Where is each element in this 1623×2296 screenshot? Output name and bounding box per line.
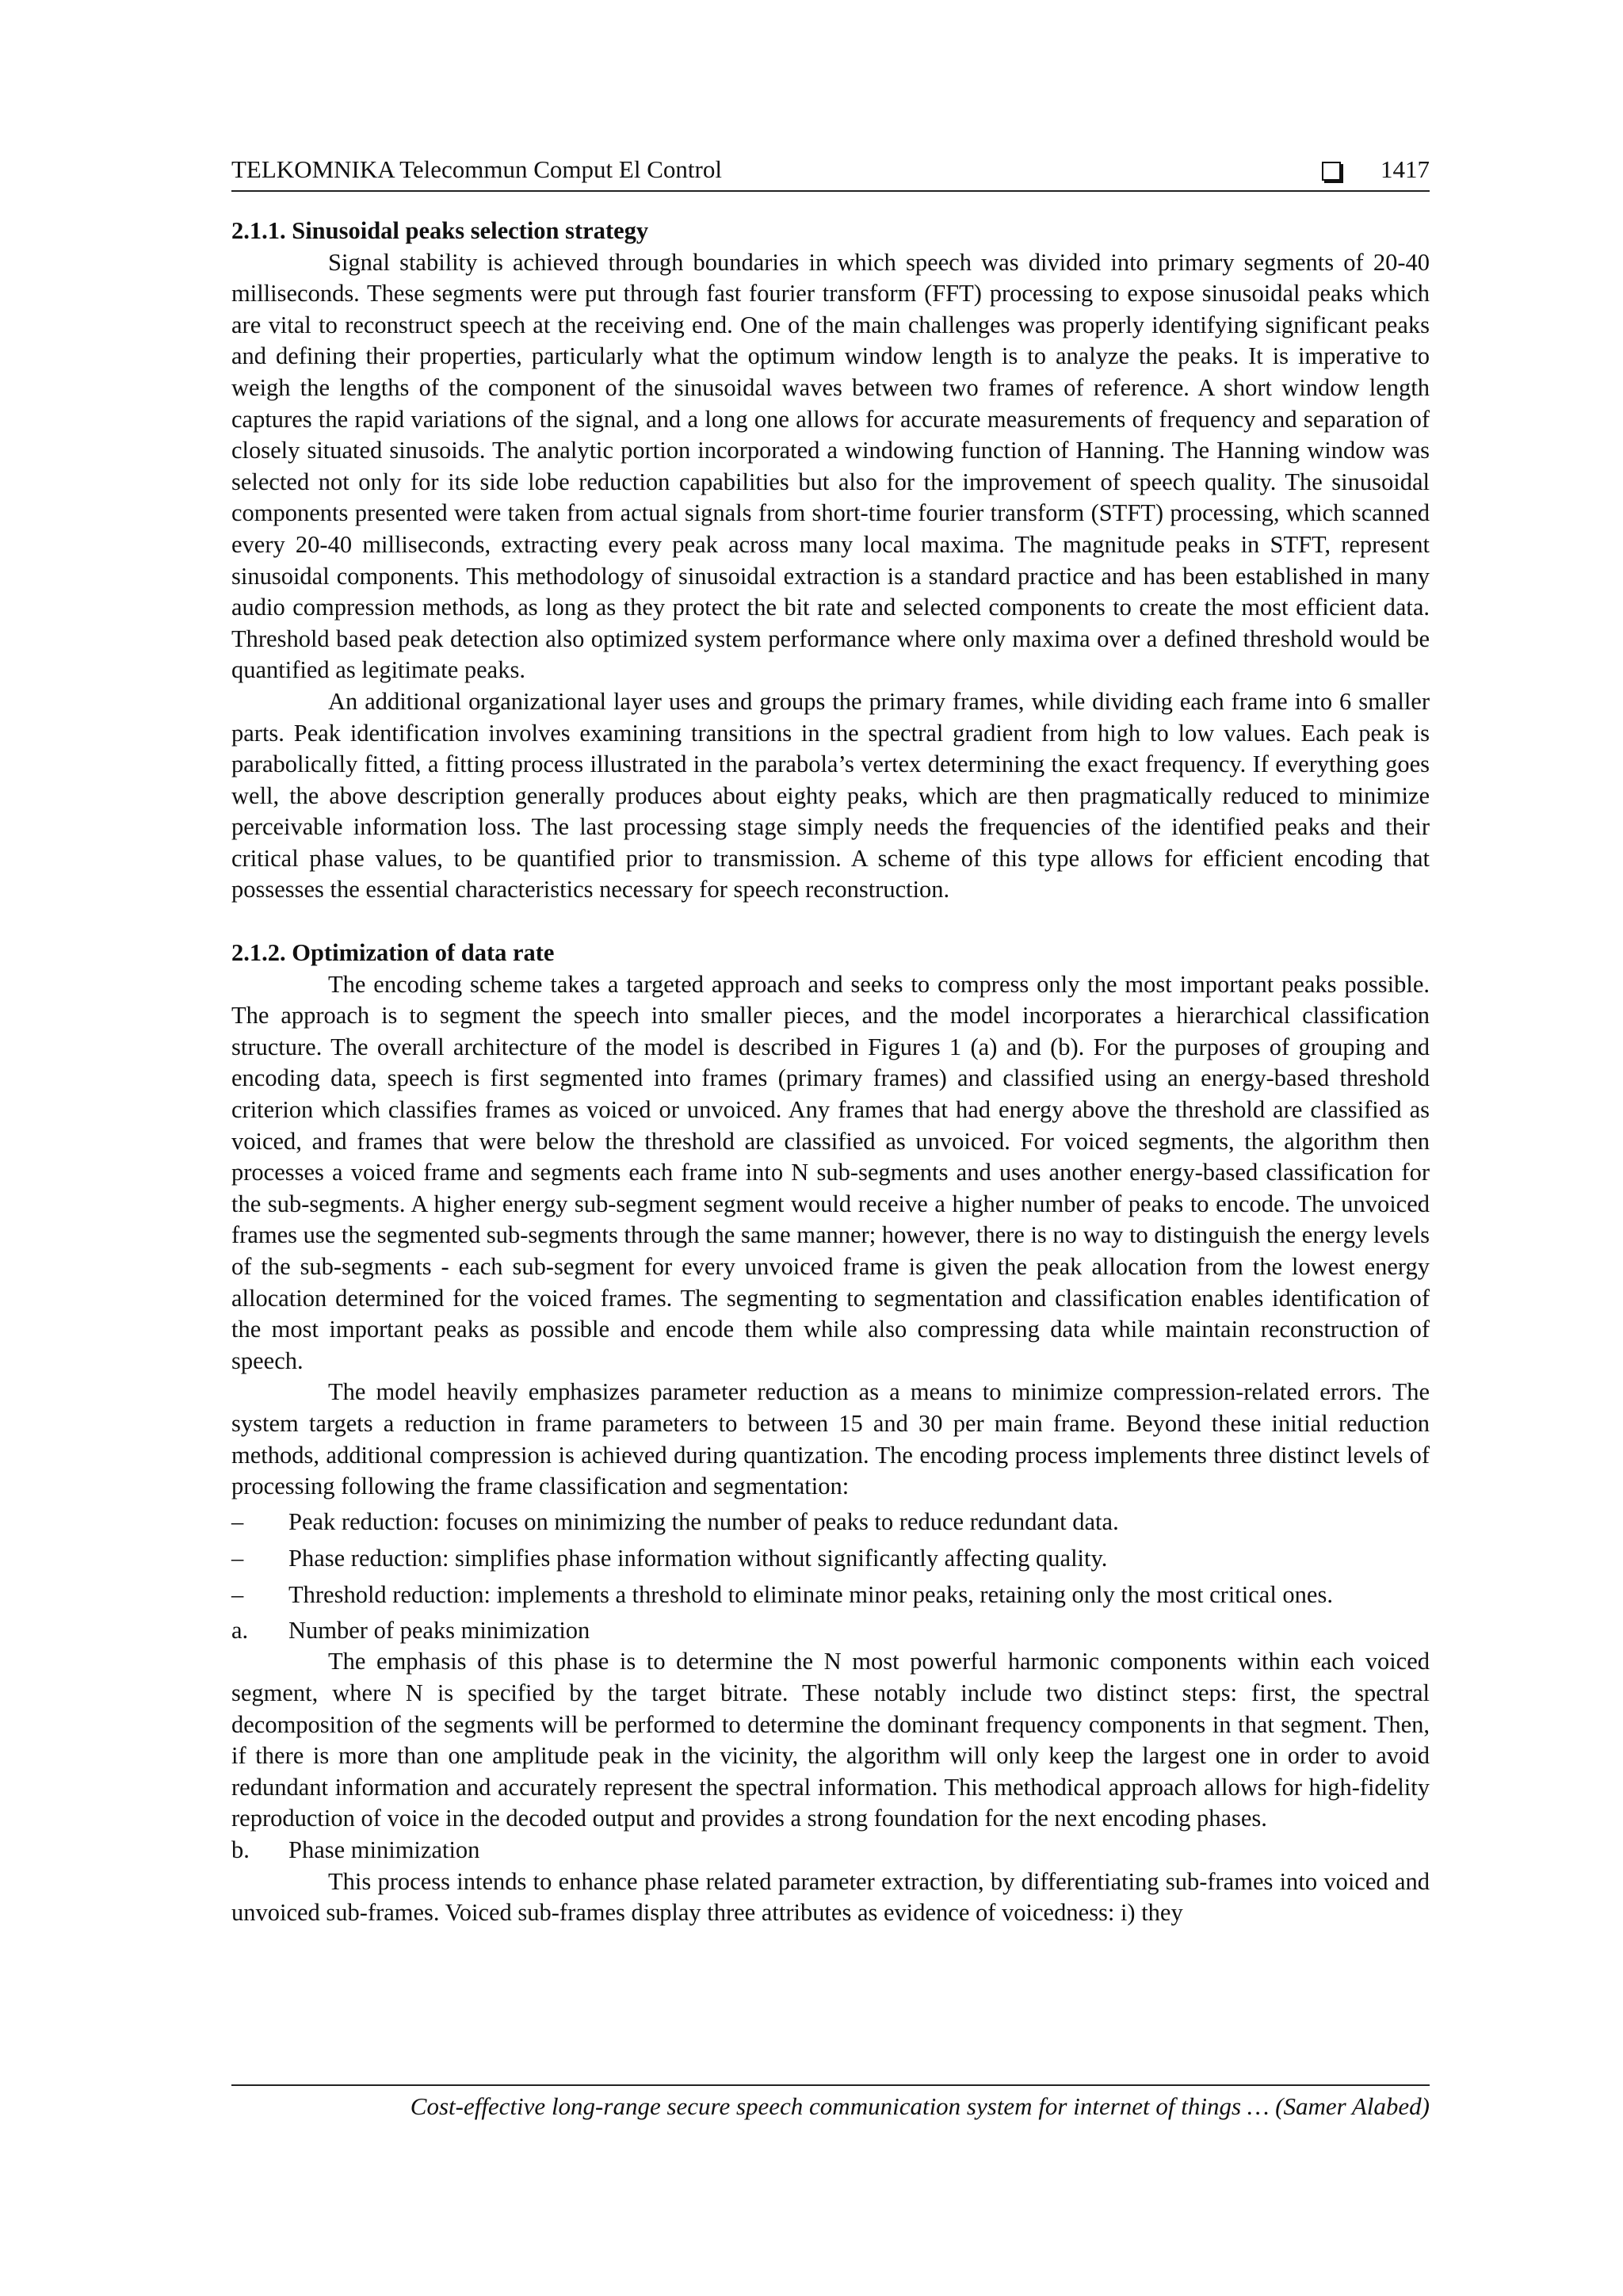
processing-levels-list xyxy=(231,1506,1430,1610)
dash-bullet: – xyxy=(231,1580,244,1608)
paragraph: Signal stability is achieved through boundaries in which speech was divided into primary segments of 20-40 milliseconds. These segments were put through fast fourier transform (FFT) processing to expose sinusoidal peaks which are vital to reconstruct speech at the receiving end. One of the main challenges was properly identifying significant peaks and defining their properties, particularly what the optimum window length is to analyze the peaks. It is imperative to weigh the lengths of the component of the sinusoidal waves between two frames of reference. A short window length captures the rapid variations of the signal, and a long one allows for accurate measurements of frequency and separation of closely situated sinusoids. The analytic portion incorporated a windowing function of Hanning. The Hanning window was selected not only for its side lobe reduction capabilities but also for the improvement of speech quality. The sinusoidal components presented were taken from actual signals from short-time fourier transform (STFT) processing, which scanned every 20-40 milliseconds, extracting every peak across many local maxima. The magnitude peaks in STFT, represent sinusoidal components. This methodology of sinusoidal extraction is a standard practice and has been established in many audio compression methods, as long as they protect the bit rate and selected components to create the most efficient data. Threshold based peak detection also optimized system performance where only maxima over a defined threshold would be quantified as legitimate peaks. xyxy=(231,248,1430,684)
list-item-text: Phase reduction: simplifies phase information without significantly affecting quality. xyxy=(288,1544,1108,1572)
subsection-heading-a xyxy=(231,1615,1430,1647)
section-spacer xyxy=(231,906,1430,938)
subsection-marker: a. xyxy=(231,1616,249,1644)
journal-title: TELKOMNIKA Telecommun Comput El Control xyxy=(231,155,722,183)
list-item xyxy=(231,1542,1430,1574)
subsection-marker: b. xyxy=(231,1836,250,1863)
square-bullet-icon xyxy=(1322,162,1341,181)
section-heading-2-1-2: 2.1.2. Optimization of data rate xyxy=(231,939,555,967)
list-item-text: Threshold reduction: implements a threshold to eliminate minor peaks, retaining only the most critical ones. xyxy=(288,1580,1333,1608)
running-header xyxy=(231,151,1430,192)
subsection-title: Number of peaks minimization xyxy=(288,1616,590,1644)
subsection-heading-b xyxy=(231,1835,1430,1866)
list-item-text: Peak reduction: focuses on minimizing the number of peaks to reduce redundant data. xyxy=(288,1507,1119,1535)
subsection-title: Phase minimization xyxy=(288,1836,480,1863)
paragraph: An additional organizational layer uses and groups the primary frames, while dividing each frame into 6 smaller parts. Peak identification involves examining transitions in the spectral gradient from high to low values. Each peak is parabolically fitted, a fitting process illustrated in the parabola’s vertex determining the exact frequency. If everything goes well, the above description generally produces about eighty peaks, which are then pragmatically reduced to minimize perceivable information loss. The last processing stage simply needs the frequencies of the identified peaks and their critical phase values, to be quantified prior to transmission. A scheme of this type allows for efficient encoding that possesses the essential characteristics necessary for speech reconstruction. xyxy=(231,687,1430,904)
section-heading-2-1-1: 2.1.1. Sinusoidal peaks selection strategy xyxy=(231,217,649,244)
paragraph: This process intends to enhance phase related parameter extraction, by differentiating sub-frames into voiced and unvoiced sub-frames. Voiced sub-frames display three attributes as evidence of voicedness: i) they xyxy=(231,1867,1430,1927)
page-number: 1417 xyxy=(1381,155,1430,183)
body-text xyxy=(231,216,1430,1929)
paragraph: The model heavily emphasizes parameter reduction as a means to minimize compression-related errors. The system targets a reduction in frame parameters to between 15 and 30 per main frame. Beyond these initial reduction methods, additional compression is achieved during quantization. The encoding process implements three distinct levels of processing following the frame classification and segmentation: xyxy=(231,1378,1430,1500)
list-item xyxy=(231,1579,1430,1610)
paragraph: The encoding scheme takes a targeted approach and seeks to compress only the most important peaks possible. The approach is to segment the speech into smaller pieces, and the model incorporates a hierarchical classification structure. The overall architecture of the model is described in Figures 1 (a) and (b). For the purposes of grouping and encoding data, speech is first segmented into frames (primary frames) and classified using an energy-based threshold criterion which classifies frames as voiced or unvoiced. Any frames that had energy above the threshold are classified as voiced, and frames that were below the threshold are classified as unvoiced. For voiced segments, the algorithm then processes a voiced frame and segments each frame into N sub-segments and uses another energy-based classification for the sub-segments. A higher energy sub-segment segment would receive a higher number of peaks to encode. The unvoiced frames use the segmented sub-segments through the same manner; however, there is no way to distinguish the energy levels of the sub-segments - each sub-segment for every unvoiced frame is given the peak allocation from the lowest energy allocation determined for the voiced frames. The segmenting to segmentation and classification enables identification of the most important peaks as possible and encode them while also compressing data while maintain reconstruction of speech. xyxy=(231,970,1430,1374)
running-footer: Cost-effective long-range secure speech communication system for internet of things … (Samer Alabed) xyxy=(231,2084,1430,2121)
paragraph: The emphasis of this phase is to determine the N most powerful harmonic components within each voiced segment, where N is specified by the target bitrate. These notably include two distinct steps: first, the spectral decomposition of the segments will be performed to determine the dominant frequency components in that segment. Then, if there is more than one amplitude peak in the vicinity, the algorithm will only keep the largest one in order to avoid redundant information and accurately represent the spectral information. This methodical approach allows for high-fidelity reproduction of voice in the decoded output and provides a strong foundation for the next encoding phases. xyxy=(231,1648,1430,1832)
dash-bullet: – xyxy=(231,1544,244,1572)
dash-bullet: – xyxy=(231,1507,244,1535)
list-item xyxy=(231,1506,1430,1538)
